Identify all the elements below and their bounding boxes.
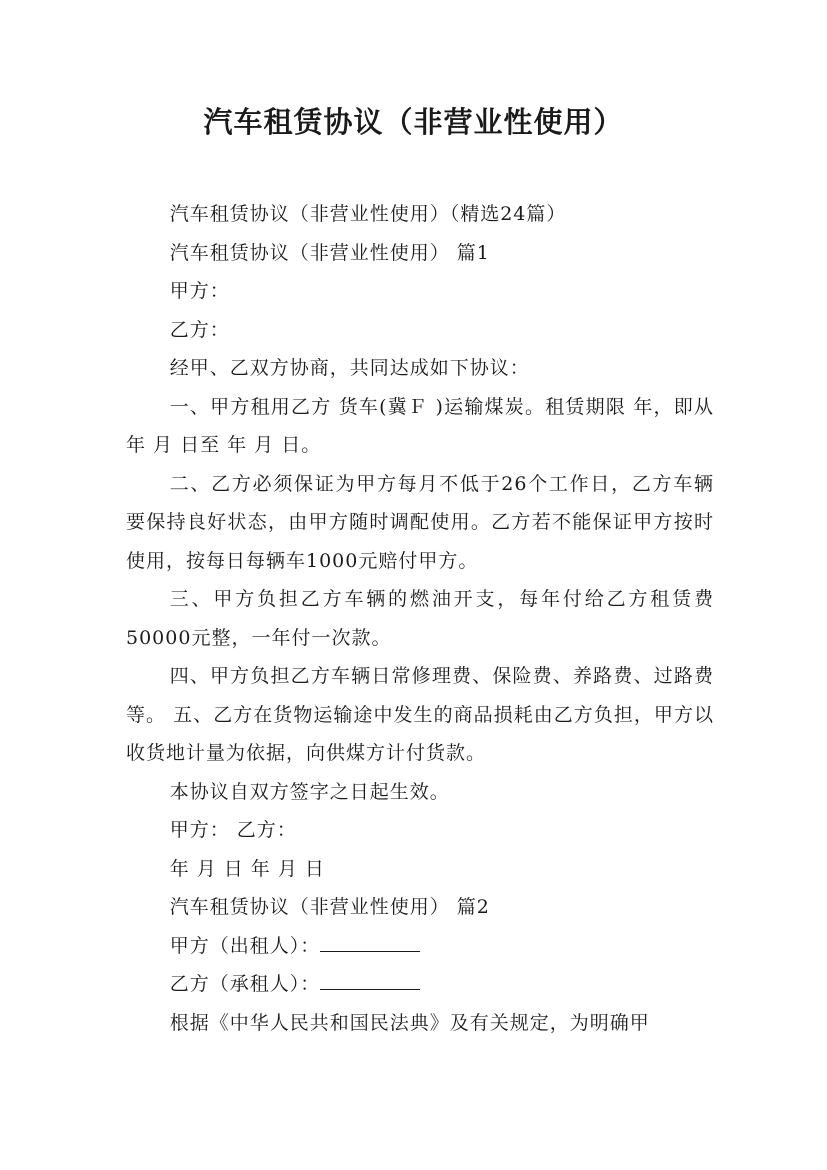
lessor-label: 甲方（出租人）： — [169, 934, 321, 957]
lessee-blank-line — [320, 968, 420, 990]
document-body — [126, 195, 714, 1042]
paragraph-signatures: 甲方： 乙方： — [169, 819, 297, 841]
paragraph-dates: 年 月 日 年 月 日 — [169, 857, 325, 880]
lessor-blank-line — [320, 930, 420, 952]
paragraph-clause-3: 三、甲方负担乙方车辆的燃油开支，每年付给乙方租赁费50000元整，一年付一次款。 — [126, 588, 714, 649]
paragraph-legal-basis: 根据《中华人民共和国民法典》及有关规定，为明确甲 — [169, 1011, 650, 1034]
lessee-label: 乙方（承租人）： — [169, 973, 321, 995]
paragraph-section-heading-2: 汽车租赁协议（非营业性使用） 篇2 — [169, 896, 490, 918]
paragraph-subtitle: 汽车租赁协议（非营业性使用）（精选24篇） — [169, 203, 567, 225]
paragraph-party-a: 甲方： — [169, 280, 230, 302]
paragraph-lessee — [126, 965, 714, 1004]
document-title: 汽车租赁协议（非营业性使用） — [203, 105, 624, 139]
paragraph-clause-2: 二、乙方必须保证为甲方每月不低于26个工作日，乙方车辆要保持良好状态，由甲方随时调配使用。乙方若不能保证甲方按时使用，按每日每辆车1000元赔付甲方。 — [126, 472, 714, 572]
paragraph-lessor — [126, 927, 714, 966]
paragraph-clause-1: 一、甲方租用乙方 货车(冀Ｆ )运输煤炭。租赁期限 年，即从 年 月 日至 年 月 日。 — [126, 395, 714, 456]
paragraph-clause-4-5: 四、甲方负担乙方车辆日常修理费、保险费、养路费、过路费等。 五、乙方在货物运输途中发生的商品损耗由乙方负担，甲方以收货地计量为依据，向供煤方计付货款。 — [126, 665, 714, 764]
paragraph-party-b: 乙方： — [169, 318, 230, 341]
paragraph-effective: 本协议自双方签字之日起生效。 — [169, 780, 450, 803]
paragraph-agreement-intro: 经甲、乙双方协商，共同达成如下协议： — [169, 357, 530, 379]
paragraph-section-heading-1: 汽车租赁协议（非营业性使用） 篇1 — [169, 241, 490, 264]
